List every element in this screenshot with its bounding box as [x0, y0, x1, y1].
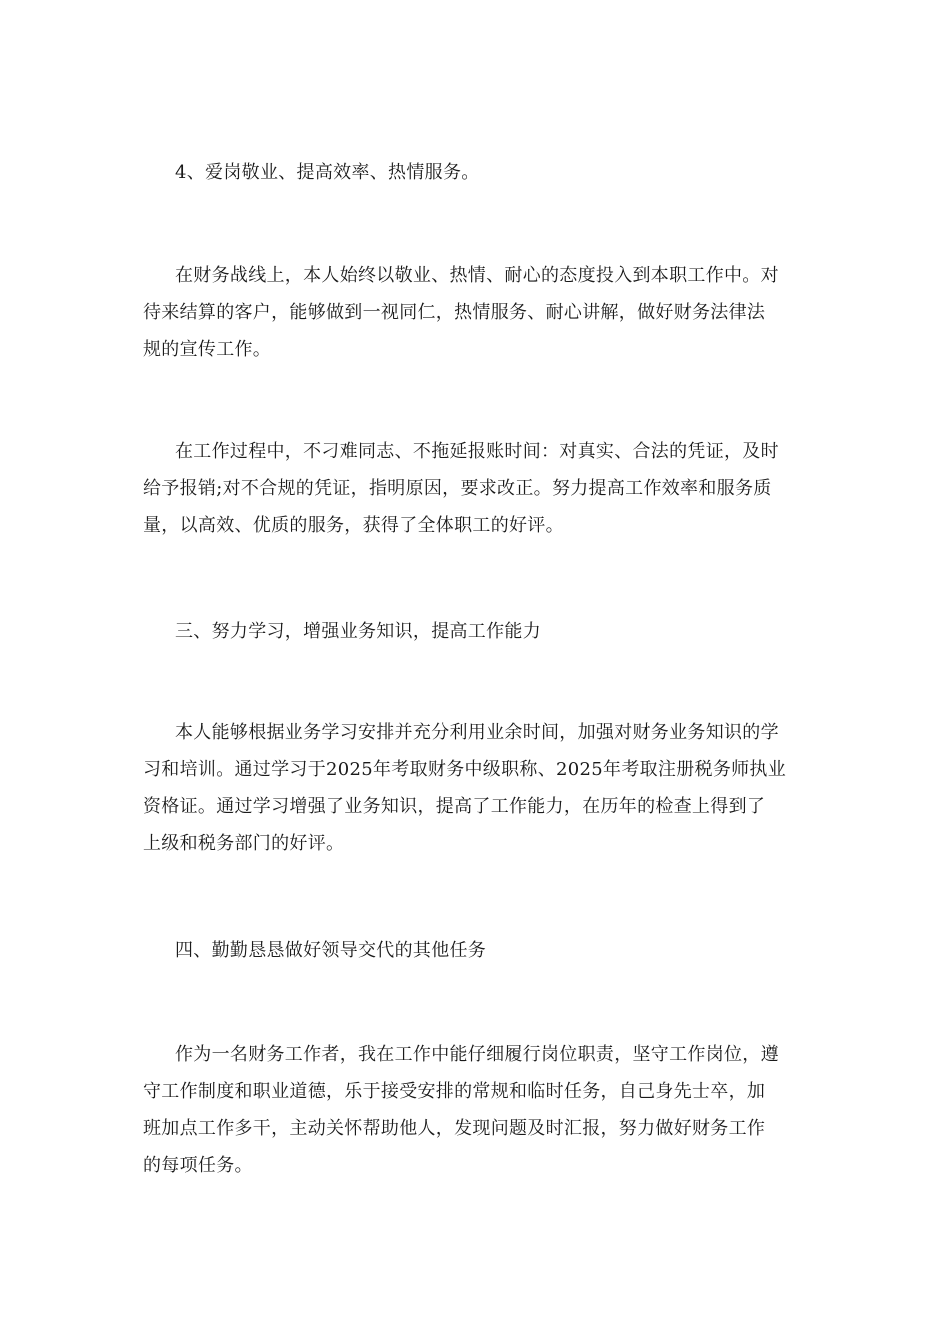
paragraph-line: 的每项任务。	[143, 1155, 253, 1176]
section-heading-4	[143, 154, 808, 191]
section-heading-3	[143, 613, 808, 650]
paragraph-study	[143, 714, 808, 862]
heading-text: 四、勤勤恳恳做好领导交代的其他任务	[175, 940, 487, 961]
paragraph-service-attitude	[143, 257, 808, 368]
paragraph-line: 本人能够根据业务学习安排并充分利用业余时间，加强对财务业务知识的学	[175, 722, 779, 743]
paragraph-line: 上级和税务部门的好评。	[143, 833, 345, 854]
paragraph-line: 规的宣传工作。	[143, 339, 272, 360]
paragraph-line: 待来结算的客户，能够做到一视同仁，热情服务、耐心讲解，做好财务法律法	[143, 302, 766, 323]
paragraph-duties	[143, 1036, 808, 1184]
paragraph-line: 资格证。通过学习增强了业务知识，提高了工作能力，在历年的检查上得到了	[143, 796, 766, 817]
heading-text: 三、努力学习，增强业务知识，提高工作能力	[175, 621, 541, 642]
paragraph-line: 在财务战线上，本人始终以敬业、热情、耐心的态度投入到本职工作中。对	[175, 265, 779, 286]
paragraph-line: 给予报销;对不合规的凭证，指明原因，要求改正。努力提高工作效率和服务质	[143, 478, 772, 499]
paragraph-line: 量，以高效、优质的服务，获得了全体职工的好评。	[143, 515, 564, 536]
paragraph-line: 班加点工作多干，主动关怀帮助他人，发现问题及时汇报，努力做好财务工作	[143, 1118, 766, 1139]
section-heading-4b	[143, 932, 808, 969]
paragraph-work-process	[143, 433, 808, 544]
heading-text: 4、爱岗敬业、提高效率、热情服务。	[175, 162, 480, 183]
paragraph-line: 守工作制度和职业道德，乐于接受安排的常规和临时任务，自己身先士卒，加	[143, 1081, 766, 1102]
paragraph-line: 习和培训。通过学习于2025年考取财务中级职称、2025年考取注册税务师执业	[143, 759, 787, 780]
paragraph-line: 在工作过程中，不刁难同志、不拖延报账时间：对真实、合法的凭证，及时	[175, 441, 779, 462]
paragraph-line: 作为一名财务工作者，我在工作中能仔细履行岗位职责，坚守工作岗位，遵	[175, 1044, 779, 1065]
